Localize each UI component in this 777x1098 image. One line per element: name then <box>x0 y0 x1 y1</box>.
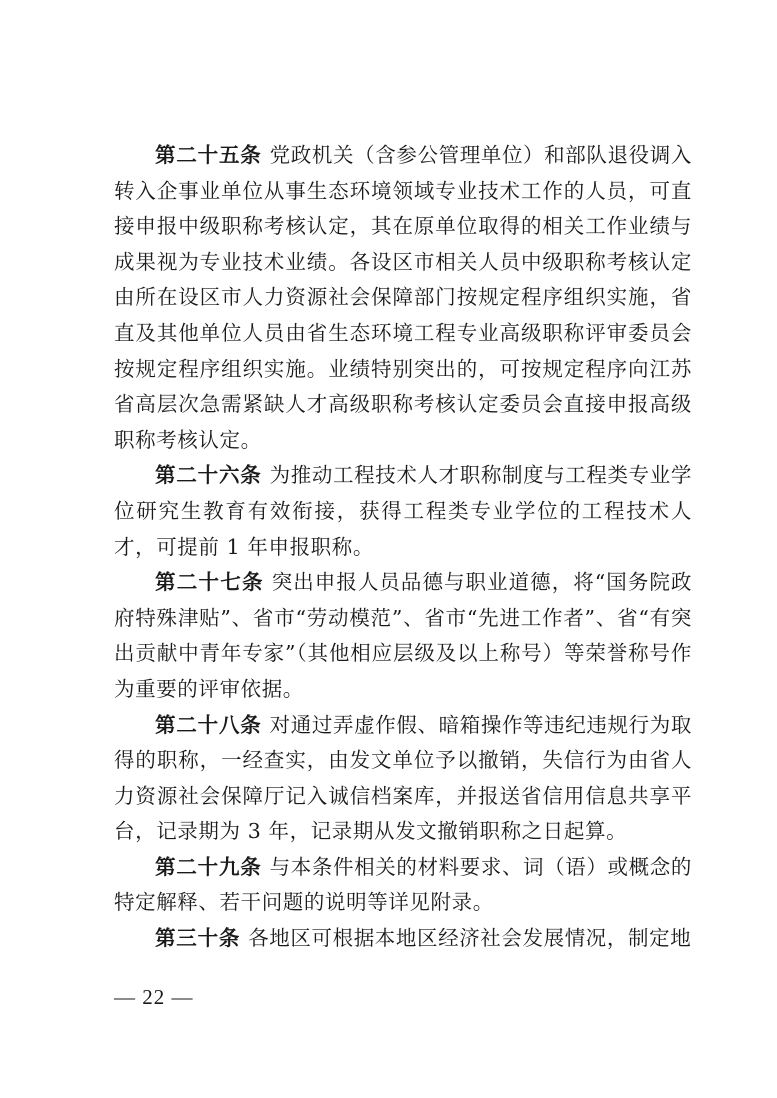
article-text: 突出申报人员品德与职业道德，将“国务院政府特殊津贴”、省市“劳动模范”、省市“先进工作者”、省“有突出贡献中青年专家”（其他相应层级及以上称号）等荣誉称号作为重要的评审依据。 <box>114 570 693 701</box>
article-27 <box>114 565 692 707</box>
article-30 <box>114 921 692 957</box>
article-text: 对通过弄虚作假、暗箱操作等违纪违规行为取得的职称，一经查实，由发文单位予以撤销，失信行为由省人力资源社会保障厅记入诚信档案库，并报送省信用信息共享平台，记录期为 3 年，记录期从发文撤销职称之日起算。 <box>114 712 693 844</box>
article-title: 第二十八条 <box>155 712 262 737</box>
article-title: 第二十五条 <box>155 143 262 167</box>
article-text: 与本条件相关的材料要求、词（语）或概念的特定解释、若干问题的说明等详见附录。 <box>114 854 693 915</box>
article-29 <box>114 850 692 921</box>
article-title: 第二十九条 <box>155 854 262 879</box>
article-title: 第二十七条 <box>155 570 264 595</box>
article-text: 党政机关（含参公管理单位）和部队退役调入转入企事业单位从事生态环境领域专业技术工作的人员，可直接申报中级职称考核认定，其在原单位取得的相关工作业绩与成果视为专业技术业绩。各设区市相关人员中级职称考核认定由所在设区市人力资源社会保障部门按规定程序组织实施，省直及其他单位人员由省生态环境工程专业高级职称评审委员会按规定程序组织实施。业绩特别突出的，可按规定程序向江苏省高层次急需紧缺人才高级职称考核认定委员会直接申报高级职称考核认定。 <box>114 143 693 452</box>
article-26 <box>114 458 692 565</box>
article-title: 第三十条 <box>155 926 241 951</box>
article-25 <box>114 138 692 458</box>
article-text: 为推动工程技术人才职称制度与工程类专业学位研究生教育有效衔接，获得工程类专业学位的工程技术人才，可提前 1 年申报职称。 <box>114 463 693 559</box>
article-title: 第二十六条 <box>155 463 262 488</box>
article-text: 各地区可根据本地区经济社会发展情况，制定地 <box>248 926 692 951</box>
page-number: — 22 — <box>114 985 194 1009</box>
article-28 <box>114 708 692 850</box>
document-body <box>114 138 692 957</box>
